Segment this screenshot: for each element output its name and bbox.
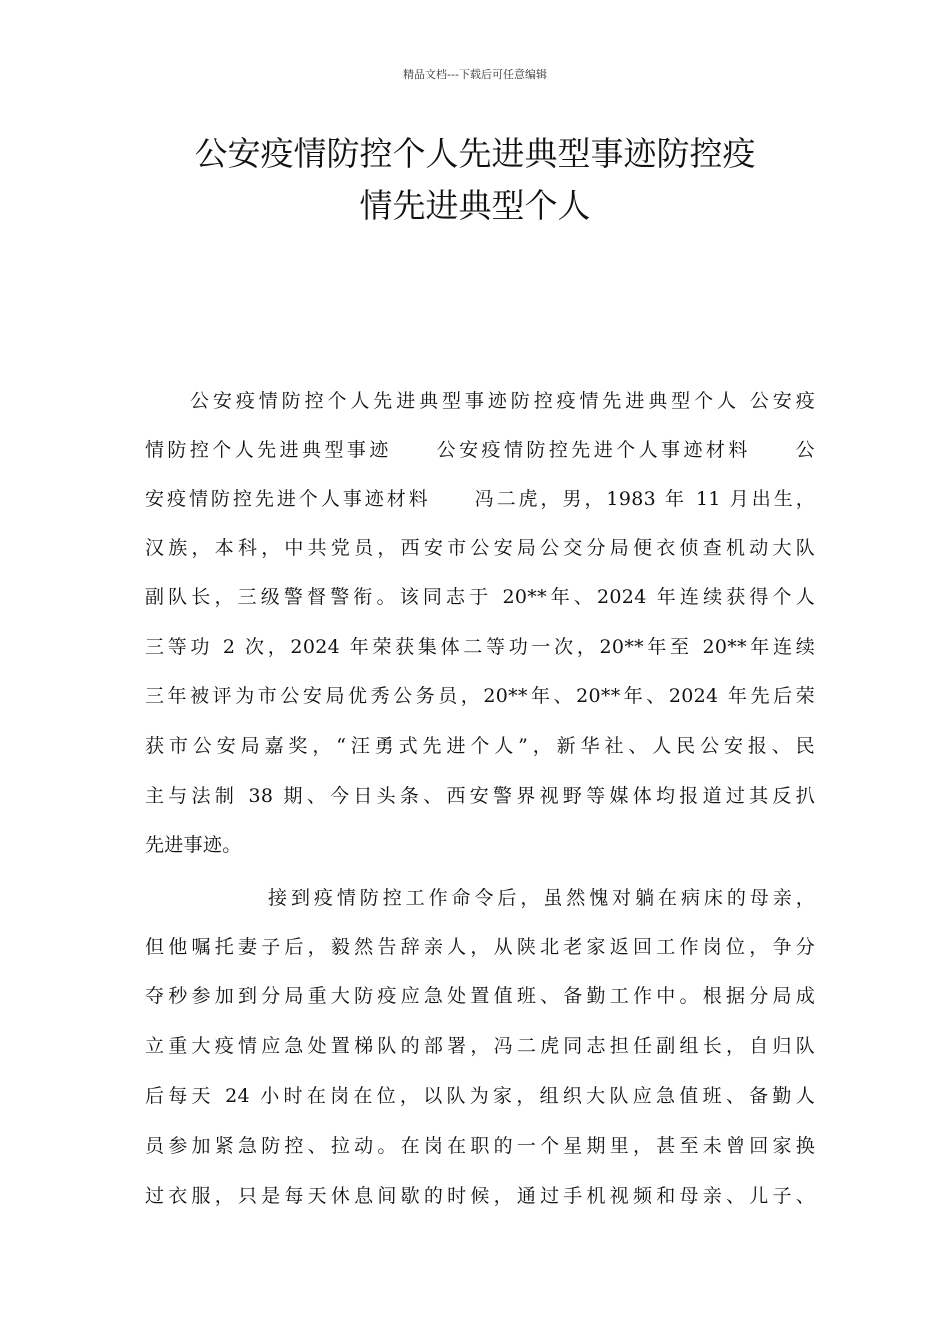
paragraph-line: 主与法制 38 期、今日头条、西安警界视野等媒体均报道过其反扒 [145, 785, 815, 807]
paragraph-line: 情防控个人先进典型事迹 公安疫情防控先进个人事迹材料 公 [145, 439, 815, 461]
document-title [120, 128, 830, 232]
paragraph-line: 员参加紧急防控、拉动。在岗在职的一个星期里，甚至未曾回家换 [145, 1135, 815, 1157]
paragraph-line: 夺秒参加到分局重大防疫应急处置值班、备勤工作中。根据分局成 [145, 985, 815, 1007]
paragraph-line: 先进事迹。 [145, 834, 242, 856]
paragraph-line: 接到疫情防控工作命令后，虽然愧对躺在病床的母亲， [268, 887, 815, 909]
paragraph-line: 过衣服，只是每天休息间歇的时候，通过手机视频和母亲、儿子、 [145, 1185, 815, 1207]
paragraph-line: 三年被评为市公安局优秀公务员，20**年、20**年、2024 年先后荣 [145, 685, 815, 707]
paragraph-line: 获市公安局嘉奖，“汪勇式先进个人”，新华社、人民公安报、民 [145, 735, 815, 757]
paragraph-line: 但他嘱托妻子后，毅然告辞亲人，从陕北老家返回工作岗位，争分 [145, 936, 815, 958]
paragraph-line: 三等功 2 次，2024 年荣获集体二等功一次，20**年至 20**年连续 [145, 636, 815, 658]
paragraph-line: 公安疫情防控个人先进典型事迹防控疫情先进典型个人 公安疫 [190, 390, 815, 412]
paragraph-line: 汉族，本科，中共党员，西安市公安局公交分局便衣侦查机动大队 [145, 537, 815, 559]
paragraph-line: 后每天 24 小时在岗在位，以队为家，组织大队应急值班、备勤人 [145, 1085, 815, 1107]
paragraph-line: 安疫情防控先进个人事迹材料 冯二虎，男，1983 年 11 月出生， [145, 488, 815, 510]
title-line: 公安疫情防控个人先进典型事迹防控疫 [194, 134, 756, 173]
page-header-note: 精品文档---下载后可任意编辑 [403, 68, 547, 81]
title-line: 情先进典型个人 [359, 186, 591, 225]
paragraph-line: 副队长，三级警督警衔。该同志于 20**年、2024 年连续获得个人 [145, 586, 815, 608]
paragraph-line: 立重大疫情应急处置梯队的部署，冯二虎同志担任副组长，自归队 [145, 1035, 815, 1057]
